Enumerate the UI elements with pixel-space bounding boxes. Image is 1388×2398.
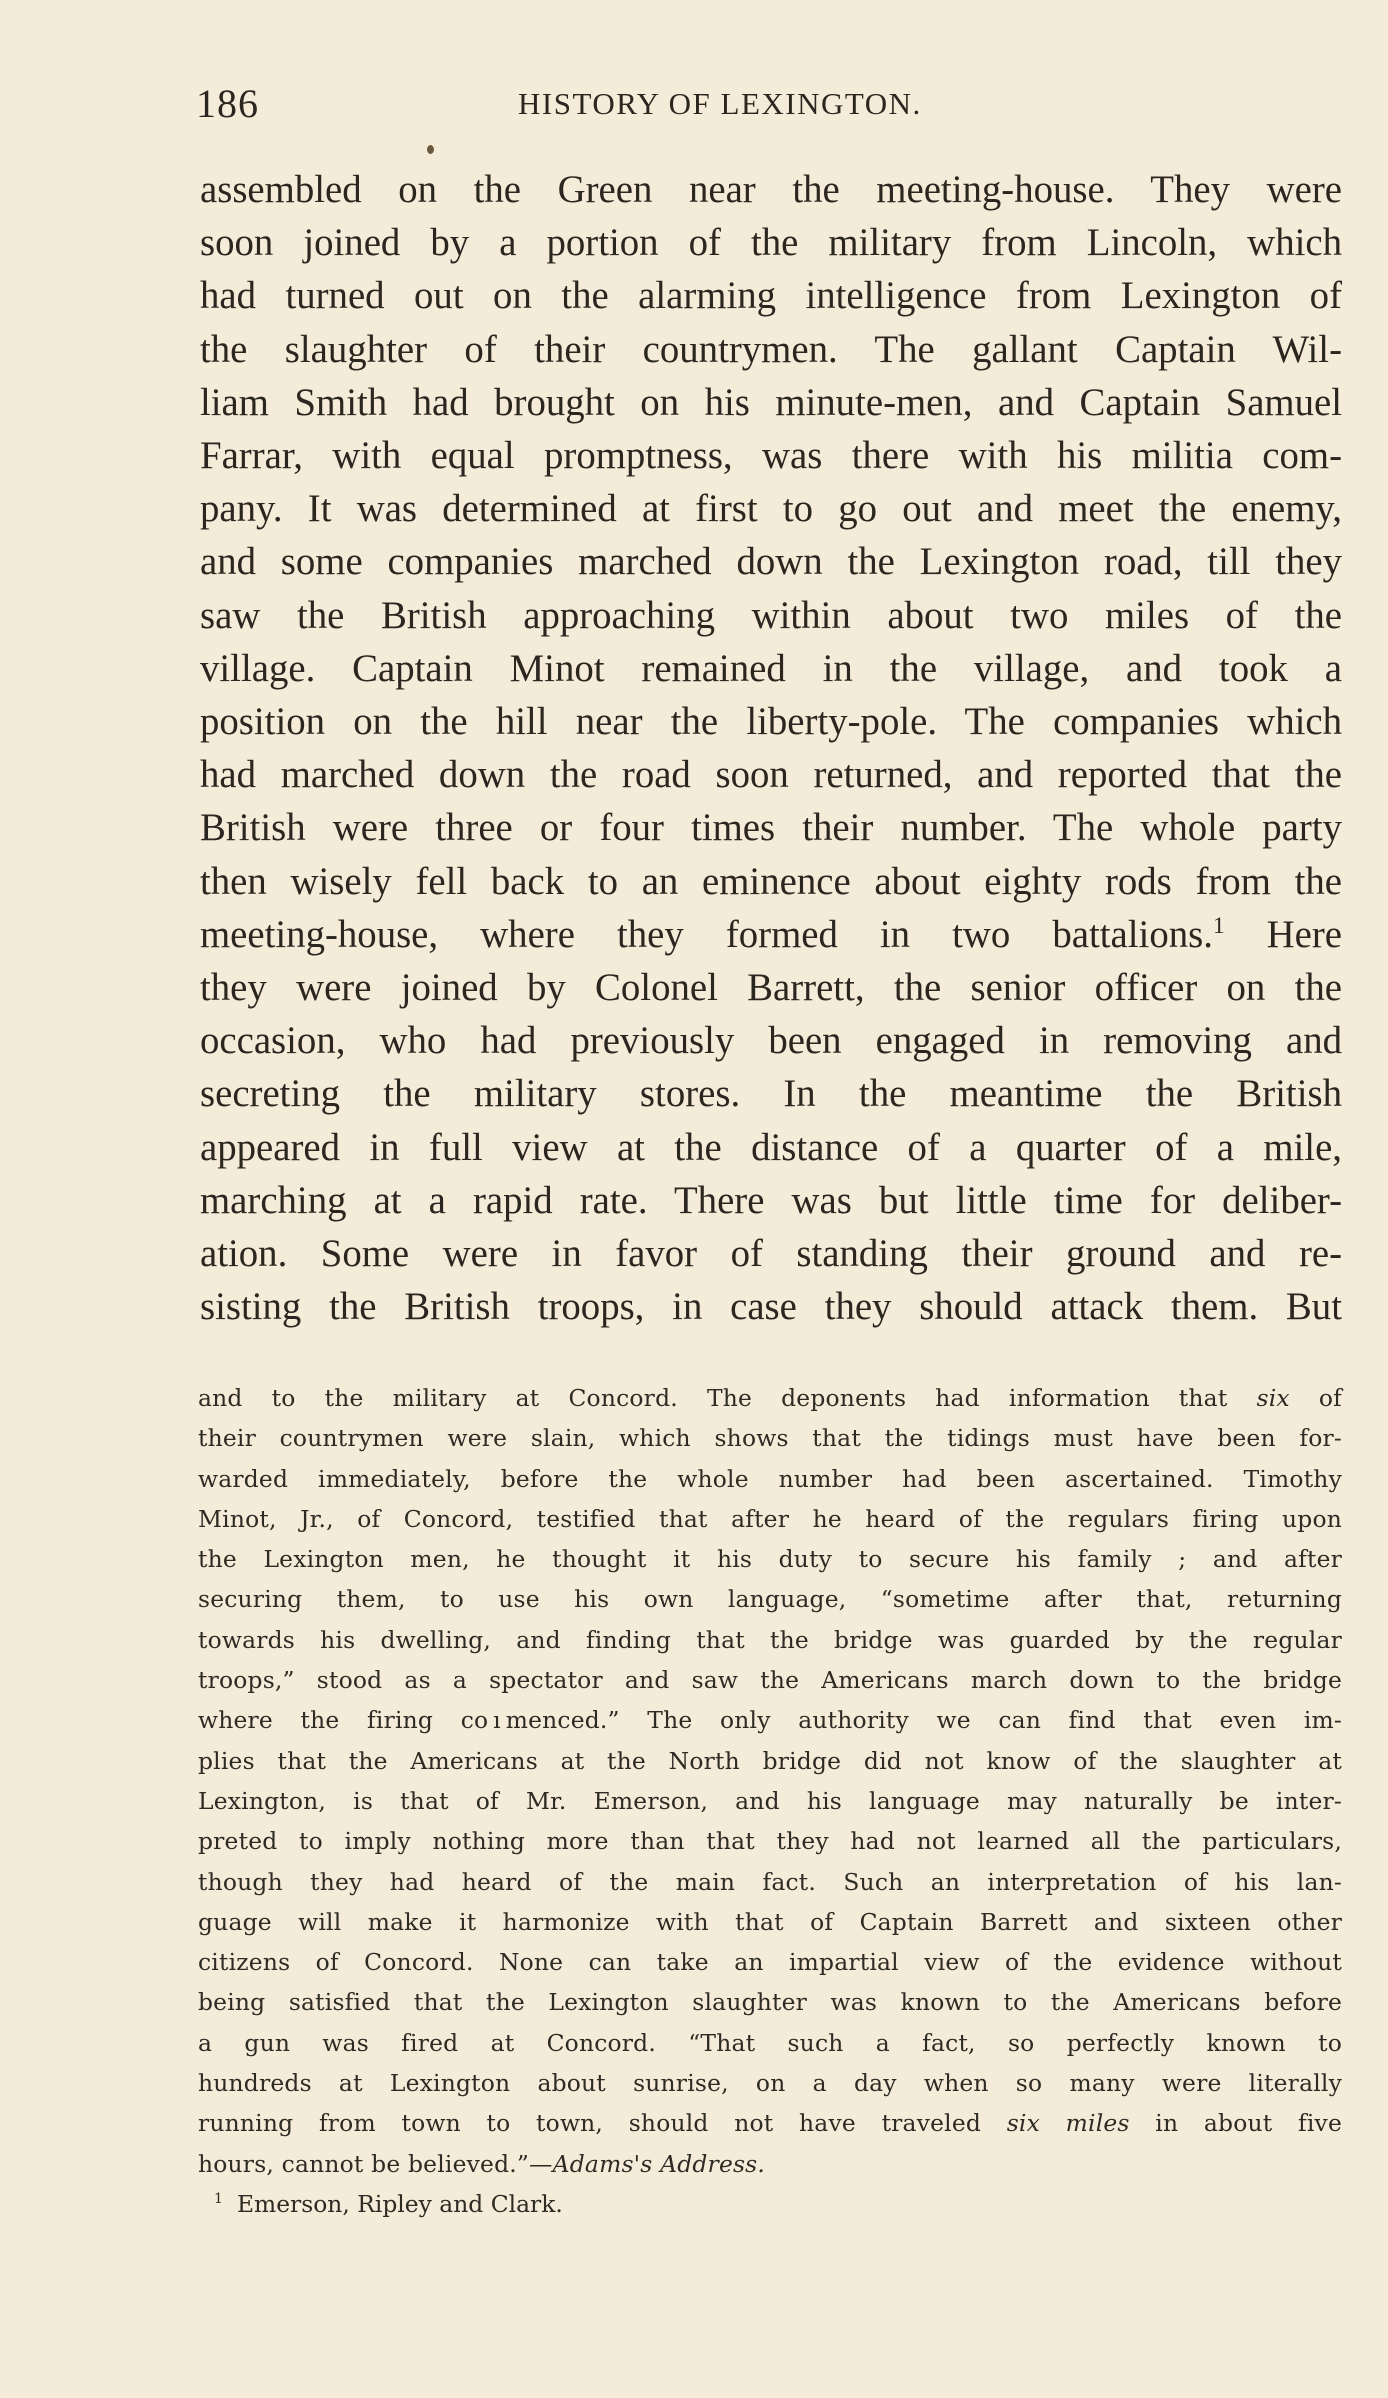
footnote-text: and to the military at Concord. The deponents had information that (198, 1384, 1257, 1412)
footnote-line (198, 1378, 1342, 1418)
body-line-text: saw the British approaching within about two miles of the (200, 593, 1342, 637)
footnote-text: where the firing co ı menced.” The only authority we can find that even im- (198, 1706, 1342, 1735)
footnote-1 (198, 2184, 1342, 2224)
body-line (200, 908, 1342, 961)
footnote-line (198, 1418, 1342, 1458)
footnote-line (198, 1902, 1342, 1942)
footnote-italic: six miles (1006, 2109, 1130, 2138)
footnote-text: preted to imply nothing more than that they had not learned all the particulars, (198, 1827, 1342, 1856)
body-line (200, 748, 1342, 801)
footnote-text: plies that the Americans at the North bridge did not know of the slaughter at (198, 1746, 1342, 1775)
body-line-text: meeting-house, where they formed in two battalions. (200, 912, 1213, 956)
footnote-italic: six (1256, 1384, 1290, 1412)
footnote-line (198, 2023, 1342, 2063)
body-line-text: occasion, who had previously been engaged in removing and (200, 1019, 1342, 1063)
body-line (200, 801, 1342, 854)
footnote-line (198, 1862, 1342, 1902)
body-line-text: appeared in full view at the distance of a quarter of a mile, (200, 1125, 1342, 1169)
body-line-text: the slaughter of their countrymen. The gallant Captain Wil- (200, 327, 1342, 371)
footnote-line (198, 1700, 1342, 1740)
footnote-line (198, 2103, 1342, 2143)
body-line-text: assembled on the Green near the meeting-house. They were (200, 168, 1342, 211)
footnote-text: their countrymen were slain, which shows that the tidings must have been for- (198, 1424, 1342, 1453)
footnote-text: Lexington, is that of Mr. Emerson, and his language may naturally be inter- (198, 1786, 1342, 1815)
main-text (200, 163, 1342, 1333)
running-head (196, 70, 1346, 130)
body-line (200, 855, 1342, 908)
footnote-text: towards his dwelling, and finding that the bridge was guarded by the regular (198, 1625, 1342, 1654)
body-line (200, 961, 1342, 1014)
body-line (200, 1227, 1342, 1280)
footnote-line (198, 1982, 1342, 2022)
body-line-text: ation. Some were in favor of standing their ground and re- (200, 1232, 1342, 1276)
body-line-continuation: Here (1224, 912, 1343, 956)
footnote-line (198, 1660, 1342, 1700)
body-line-text: soon joined by a portion of the military from Lincoln, which (200, 221, 1342, 265)
body-line-text: British were three or four times their number. The whole party (200, 806, 1342, 850)
body-line-text: had marched down the road soon returned, and reported that the (200, 753, 1342, 797)
body-line (200, 376, 1342, 429)
footnote-text: the Lexington men, he thought it his duty to secure his family ; and after (198, 1545, 1342, 1574)
footnote-line (198, 1579, 1342, 1619)
body-line-text: Farrar, with equal promptness, was there with his militia com- (200, 434, 1342, 478)
ink-dot (427, 145, 434, 154)
body-line-text: secreting the military stores. In the meantime the British (200, 1072, 1342, 1116)
footnote-text: of (1289, 1384, 1342, 1412)
body-line (200, 642, 1342, 695)
footnote-text: citizens of Concord. None can take an impartial view of the evidence without (198, 1948, 1342, 1977)
body-line (200, 163, 1342, 216)
body-line (200, 1280, 1342, 1333)
footnote-text: running from town to town, should not have traveled (198, 2109, 1007, 2138)
footnote-text: a gun was fired at Concord. “That such a fact, so perfectly known to (198, 2028, 1342, 2057)
body-line (200, 589, 1342, 642)
footnote-text: warded immediately, before the whole number had been ascertained. Timothy (198, 1464, 1342, 1493)
body-line (200, 535, 1342, 588)
body-line (200, 1174, 1342, 1227)
body-line (200, 429, 1342, 482)
footnote-1-text: Emerson, Ripley and Clark. (236, 2189, 563, 2218)
body-line-text: sisting the British troops, in case they should attack them. But (200, 1285, 1342, 1329)
footnote-line (198, 1620, 1342, 1660)
body-line-text: and some companies marched down the Lexington road, till they (200, 540, 1342, 584)
footnote-italic: Adams's Address. (552, 2149, 766, 2178)
footnote-line (198, 1459, 1342, 1499)
body-line (200, 269, 1342, 322)
footnote-block (198, 1378, 1342, 2224)
body-line-text: then wisely fell back to an eminence about eighty rods from the (200, 859, 1342, 903)
footnote-text: guage will make it harmonize with that of Captain Barrett and sixteen other (198, 1907, 1342, 1936)
footnote-line (198, 2063, 1342, 2103)
body-line-text: village. Captain Minot remained in the village, and took a (200, 646, 1342, 690)
running-title: HISTORY OF LEXINGTON. (518, 86, 922, 121)
footnote-line (198, 1741, 1342, 1781)
body-line (200, 1121, 1342, 1174)
footnote-text: though they had heard of the main fact. Such an interpretation of his lan- (198, 1867, 1342, 1896)
footnote-line (198, 1539, 1342, 1579)
body-line (200, 695, 1342, 748)
body-line (200, 216, 1342, 269)
body-line (200, 1067, 1342, 1120)
footnote-line (198, 1942, 1342, 1982)
body-line (200, 1014, 1342, 1067)
footnote-text: troops,” stood as a spectator and saw the Americans march down to the bridge (198, 1666, 1342, 1695)
footnote-line (198, 1821, 1342, 1861)
footnote-text: hours, cannot be believed.”— (198, 2149, 553, 2178)
body-line-text: pany. It was determined at first to go out and meet the enemy, (200, 487, 1342, 531)
body-line-text: position on the hill near the liberty-pole. The companies which (200, 700, 1342, 744)
body-line-text: they were joined by Colonel Barrett, the senior officer on the (200, 966, 1342, 1010)
footnote-1-mark: 1 (214, 2191, 223, 2208)
body-line-text: had turned out on the alarming intelligence from Lexington of (200, 274, 1342, 318)
footnote-ref-1: 1 (1212, 912, 1225, 939)
footnote-line (198, 1781, 1342, 1821)
body-line (200, 482, 1342, 535)
body-line-text: marching at a rapid rate. There was but little time for deliber- (200, 1178, 1342, 1222)
footnote-text: in about five (1129, 2109, 1342, 2138)
footnote-text: being satisfied that the Lexington slaughter was known to the Americans before (198, 1988, 1342, 2017)
page-number: 186 (196, 81, 259, 126)
body-line-text: liam Smith had brought on his minute-men, and Captain Samuel (200, 380, 1342, 424)
footnote-line (198, 1499, 1342, 1539)
footnote-text: hundreds at Lexington about sunrise, on a day when so many were literally (198, 2069, 1342, 2098)
body-line (200, 323, 1342, 376)
footnote-line (198, 2144, 1342, 2184)
footnote-text: securing them, to use his own language, “sometime after that, returning (198, 1585, 1342, 1614)
footnote-text: Minot, Jr., of Concord, testified that after he heard of the regulars firing upon (198, 1504, 1342, 1533)
